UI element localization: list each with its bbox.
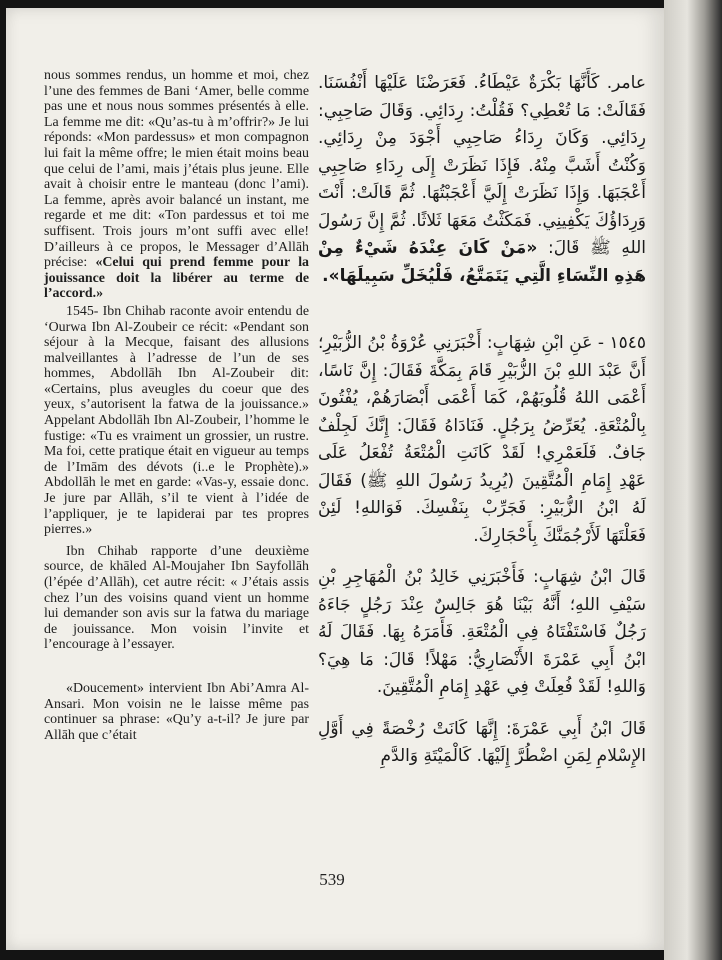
arabic-paragraph-4: قَالَ ابْنُ أَبِي عَمْرَةَ: إِنَّهَا كَانَتْ رُخْصَةً فِي أَوَّلِ الإِسْلامِ لِمَنِ اضْطُرَّ إِلَيْهَا. كَالْمَيْتَةِ وَالدَّمِ xyxy=(318,718,646,766)
arabic-paragraph-3: قَالَ ابْنُ شِهَابٍ: فَأَخْبَرَنِي خَالِدُ بْنُ الْمُهَاجِرِ بْنِ سَيْفِ اللهِ؛ أَنَّهُ بَيْنَا هُوَ جَالِسٌ عِنْدَ رَجُلٍ جَاءَهُ رَجُلٌ فَاسْتَفْتَاهُ فِي الْمُتْعَةِ. فَأَمَرَهُ بِهَا. فَقَالَ لَهُ ابْنُ أَبِي عَمْرَةَ الأَنْصَارِيُّ: مَهْلاً! قَالَ: مَا هِيَ؟ وَاللهِ! لَقَدْ فُعِلَتْ فِي عَهْدِ إِمَامِ الْمُتَّقِينَ. xyxy=(318,567,646,697)
french-column xyxy=(44,68,309,743)
arabic-hadith-quote: «مَنْ كَانَ عِنْدَهُ شَيْءٌ مِنْ هَذِهِ النِّسَاءِ الَّتِي يَتَمَتَّعُ، فَلْيُخَلِّ سَبِيلَهَا». xyxy=(318,238,646,286)
book-page xyxy=(6,8,664,950)
page-number: 539 xyxy=(319,870,345,889)
french-paragraph-1545: 1545- Ibn Chihab raconte avoir entendu de ‘Ourwa Ibn Al-Zoubeir ce récit: «Pendant son séjour à la Mecque, faisant des allusions malveillantes à l’adresse de l’un de ses hommes, Abdollāh Ibn Al-Zoubeir dit: «Certains, plus aveugles du coeur que des yeux, s’autorisent la fatwa de la jouissance.» Appelant Abdollāh Ibn Al-Zoubeir, l’homme le fustige: «Tu es vraiment un grossier, un rustre. Ma foi, cette pratique était en vigueur au temps de l’Imām des dévots (i..e le Prophète).» Abdollāh le met en garde: «Vas-y, essaie donc. Je jure par Allāh, s’il te vient à l’idée de l’appliquer, je te lapiderai par tes propres pierres.» xyxy=(44,303,309,538)
book-page-edge xyxy=(664,0,722,960)
arabic-paragraph-1545: ١٥٤٥ - عَنِ ابْنِ شِهَابٍ: أَخْبَرَنِي عُرْوَةُ بْنُ الزُّبَيْرِ؛ أَنَّ عَبْدَ اللهِ بْنَ الزُّبَيْرِ قَامَ بِمَكَّةَ فَقَالَ: إِنَّ نَاسًا، أَعْمَى اللهُ قُلُوبَهُمْ، كَمَا أَعْمَى أَبْصَارَهُمْ، يُفْتُونَ بِالْمُتْعَةِ. يُعَرِّضُ بِرَجُلٍ. فَنَادَاهُ فَقَالَ: إِنَّكَ لَجِلْفٌ جَافٌ. فَلَعَمْرِي! لَقَدْ كَانَتِ الْمُتْعَةُ تُفْعَلُ عَلَى عَهْدِ إِمَامِ الْمُتَّقِينَ (يُرِيدُ رَسُولَ اللهِ ﷺ) فَقَالَ لَهُ ابْنُ الزُّبَيْرِ: فَجَرِّبْ بِنَفْسِكَ. فَوَاللهِ! لَئِنْ فَعَلْتَهَا لَأَرْجُمَنَّكَ بِأَحْجَارِكَ. xyxy=(318,333,646,546)
arabic-paragraph-1: عامر. كَأَنَّهَا بَكْرَةٌ عَيْطَاءُ. فَعَرَضْنَا عَلَيْهَا أَنْفُسَنَا. فَقَالَتْ: مَا تُعْطِي؟ فَقُلْتُ: رِدَائِي. وَقَالَ صَاحِبِي: رِدَائِي. وَكَانَ رِدَاءُ صَاحِبِي أَجْوَدَ مِنْ رِدَائِي. وَكُنْتُ أَشَبَّ مِنْهُ. فَإِذَا نَظَرَتْ إِلَى رِدَاءِ صَاحِبِي أَعْجَبَهَا. وَإِذَا نَظَرَتْ إِلَيَّ أَعْجَبْتُهَا. ثُمَّ قَالَتْ: أَنْتَ وَرِدَاؤُكَ يَكْفِينِي. فَمَكَثْتُ مَعَهَا ثَلاثًا. ثُمَّ إِنَّ رَسُولَ اللهِ ﷺ قَالَ: «مَنْ كَانَ عِنْدَهُ شَيْءٌ مِنْ هَذِهِ النِّسَاءِ الَّتِي يَتَمَتَّعُ، فَلْيُخَلِّ سَبِيلَهَا». xyxy=(318,73,647,286)
french-hadith-quote: «Celui qui prend femme pour la jouissance doit la libérer au terme de l’accord.» xyxy=(44,255,309,302)
arabic-column xyxy=(318,70,646,771)
french-paragraph-3: Ibn Chihab rapporte d’une deuxième source, de khāled Al-Moujaher Ibn Sayfollāh (l’épée d’Allāh), cet autre récit: « J’étais assis chez l’un des voisins quand vient un homme lui demander son avis sur la fatwa du mariage de jouissance. Mon voisin l’invite et l’encourage à l’essayer. xyxy=(44,543,309,653)
french-paragraph-4: «Doucement» intervient Ibn Abi’Amra Al-Ansari. Mon voisin ne le laisse même pas continuer sa phrase: «Qu’y a-t-il? Je jure par Allāh que c’était xyxy=(44,680,309,743)
french-paragraph-1: nous sommes rendus, un homme et moi, chez l’une des femmes de Bani ‘Amer, belle comme pas une et nous nous sommes présentés à elle. La femme me dit: «Qu’as-tu à m’offrir?» Je lui réponds: «Mon pardessus» et mon compagnon lui fait la même offre; le mien était moins beau que celui de l’ami, mais j’étais plus jeune. Elle avait à choisir entre le manteau (donc l’ami). La femme, après avoir balancé un instant, me regarde et me dit: «Ton pardessus et toi me suffisent. Trois jours m’ont suffi avec elle! D’ailleurs à ce propos, le Messager d’Allāh précise: «Celui qui prend femme pour la jouissance doit la libérer au terme de l’accord.» xyxy=(44,68,309,302)
